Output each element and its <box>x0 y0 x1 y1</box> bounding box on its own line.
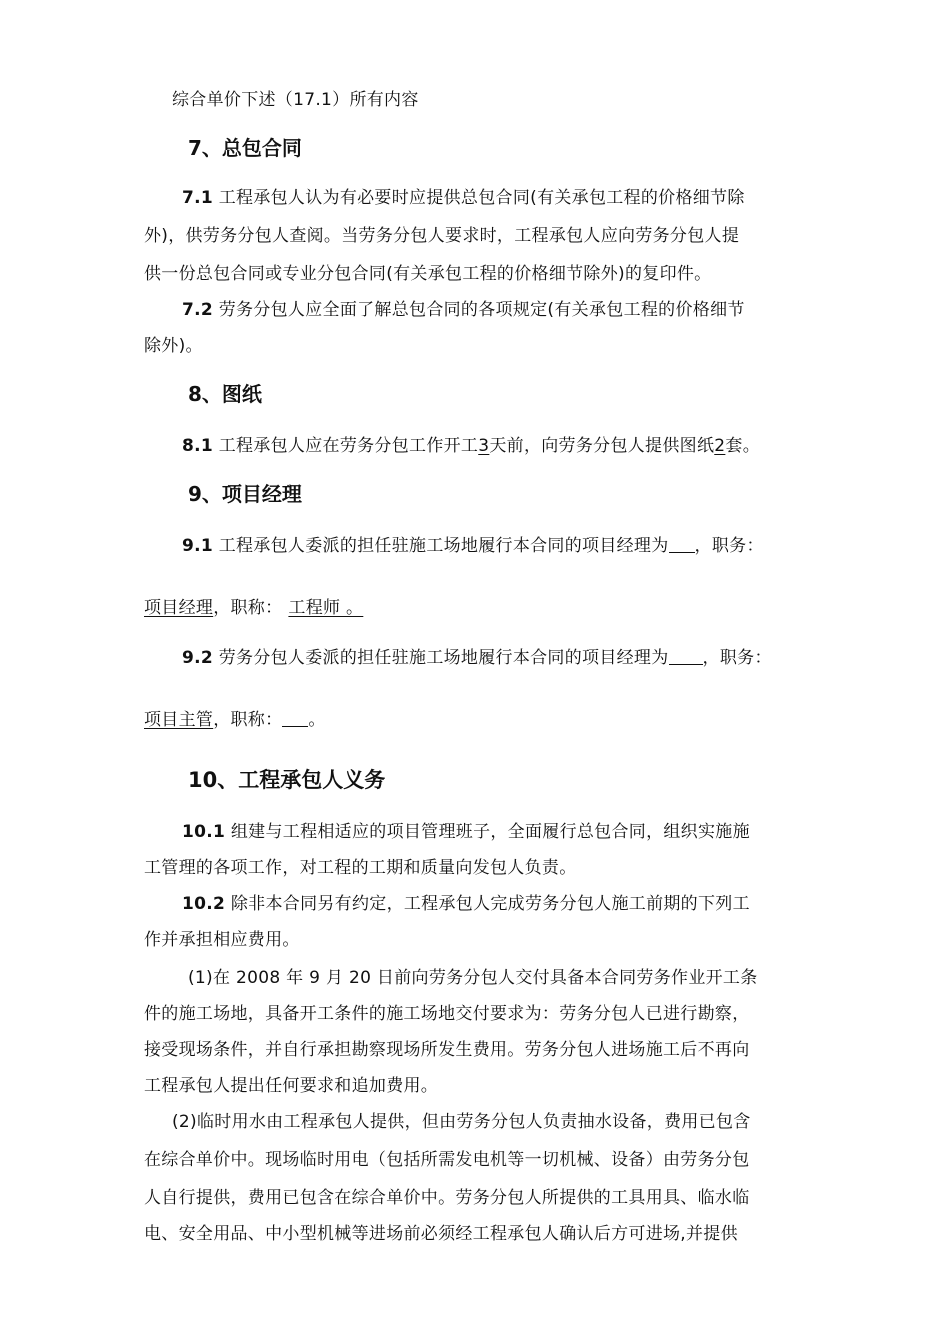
clause-text: ，职务： <box>694 536 764 556</box>
title-label: ，职称： <box>213 710 283 730</box>
item-2-line-3: 人自行提供，费用已包含在综合单价中。劳务分包人所提供的工具用具、临水临 <box>144 1188 750 1208</box>
para-9-2-line-1 <box>182 646 772 670</box>
clause-number: 9.1 <box>182 536 214 556</box>
clause-number: 9.2 <box>182 648 214 668</box>
days-value: 3 <box>478 436 490 456</box>
clause-text: 工程承包人认为有必要时应提供总包合同(有关承包工程的价格细节除 <box>218 188 745 208</box>
clause-number: 7.1 <box>182 188 214 208</box>
para-8-1 <box>182 434 760 458</box>
para-7-2-line-1 <box>182 298 745 322</box>
item-2-line-2: 在综合单价中。现场临时用电（包括所需发电机等一切机械、设备）由劳务分包 <box>144 1150 750 1170</box>
item-2-line-1: (2)临时用水由工程承包人提供，但由劳务分包人负责抽水设备，费用已包含 <box>172 1112 751 1132</box>
para-7-1-line-2: 外)，供劳务分包人查阅。当劳务分包人要求时，工程承包人应向劳务分包人提 <box>144 226 740 246</box>
item-1-line-3: 接受现场条件，并自行承担勘察现场所发生费用。劳务分包人进场施工后不再向 <box>144 1040 750 1060</box>
para-9-1-line-1 <box>182 534 764 558</box>
item-1-line-4: 工程承包人提出任何要求和追加费用。 <box>144 1076 439 1096</box>
clause-text: 套。 <box>725 436 760 456</box>
position-value: 项目经理 <box>144 598 214 618</box>
item-1-line-2: 件的施工场地，具备开工条件的施工场地交付要求为：劳务分包人已进行勘察， <box>144 1004 750 1024</box>
clause-number: 10.1 <box>182 822 226 842</box>
para-9-1-line-2 <box>144 596 373 620</box>
clause-number: 8.1 <box>182 436 214 456</box>
clause-text: 劳务分包人委派的担任驻施工场地履行本合同的项目经理为 <box>218 648 669 668</box>
item-1-line-1: (1)在 2008 年 9 月 20 日前向劳务分包人交付具备本合同劳务作业开工条 <box>188 968 758 988</box>
item-2-line-4: 电、安全用品、中小型机械等进场前必须经工程承包人确认后方可进场,并提供 <box>144 1224 738 1244</box>
para-10-2-line-2: 作并承担相应费用。 <box>144 930 300 950</box>
intro-line: 综合单价下述（17.1）所有内容 <box>172 90 419 110</box>
clause-text: 组建与工程相适应的项目管理班子，全面履行总包合同，组织实施施 <box>230 822 750 842</box>
para-9-2-line-2 <box>144 708 326 732</box>
section-8-heading: 8、图纸 <box>188 382 262 406</box>
clause-text: 天前，向劳务分包人提供图纸 <box>489 436 715 456</box>
clause-number: 10.2 <box>182 894 226 914</box>
para-10-2-line-1 <box>182 892 750 916</box>
manager-name-blank <box>669 534 695 553</box>
section-9-heading: 9、项目经理 <box>188 482 302 506</box>
sets-value: 2 <box>714 436 726 456</box>
para-7-1-line-1 <box>182 186 745 210</box>
clause-number: 7.2 <box>182 300 214 320</box>
clause-text: 工程承包人应在劳务分包工作开工 <box>218 436 479 456</box>
section-7-heading: 7、总包合同 <box>188 136 302 160</box>
manager-name-blank <box>669 646 703 665</box>
para-10-1-line-2: 工管理的各项工作，对工程的工期和质量向发包人负责。 <box>144 858 577 878</box>
section-10-heading: 10、工程承包人义务 <box>188 768 386 792</box>
clause-text: 工程承包人委派的担任驻施工场地履行本合同的项目经理为 <box>218 536 669 556</box>
title-blank <box>282 708 308 727</box>
title-label: ，职称： <box>213 598 283 618</box>
position-value: 项目主管 <box>144 710 214 730</box>
clause-text: 。 <box>308 710 326 730</box>
title-value: 工程师 。 <box>288 598 364 618</box>
clause-text: ，职务： <box>702 648 772 668</box>
para-10-1-line-1 <box>182 820 750 844</box>
clause-text: 劳务分包人应全面了解总包合同的各项规定(有关承包工程的价格细节 <box>218 300 745 320</box>
para-7-1-line-3: 供一份总包合同或专业分包合同(有关承包工程的价格细节除外)的复印件。 <box>144 264 712 284</box>
clause-text: 除非本合同另有约定，工程承包人完成劳务分包人施工前期的下列工 <box>230 894 750 914</box>
para-7-2-line-2: 除外)。 <box>144 336 203 356</box>
